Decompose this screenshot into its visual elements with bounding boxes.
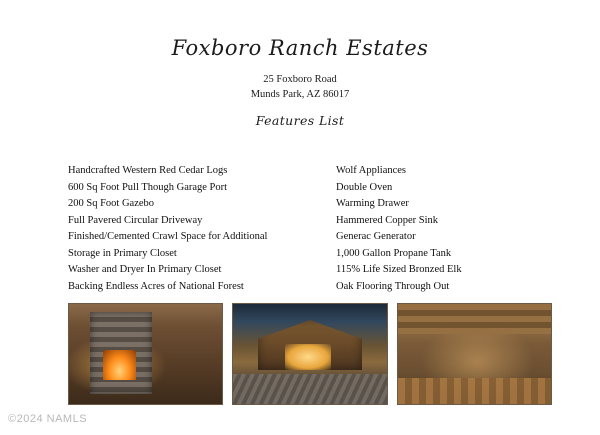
property-photo-exterior [232,303,387,405]
feature-item: Oak Flooring Through Out [336,281,450,293]
features-list-heading: Features List [255,113,345,129]
feature-item: 115% Life Sized Bronzed Elk [336,264,462,276]
feature-item: Storage in Primary Closet [68,247,177,259]
property-photo-fireplace [68,303,223,405]
feature-item: Full Pavered Circular Driveway [68,214,203,226]
feature-item: Wolf Appliances [336,165,407,176]
feature-item: Handcrafted Western Red Cedar Logs [68,165,228,176]
features-column-left [68,163,303,296]
address-line-1: 25 Foxboro Road [263,74,337,85]
photo-strip [68,303,552,405]
feature-item: 200 Sq Foot Gazebo [68,198,155,210]
feature-item: Washer and Dryer In Primary Closet [68,264,222,276]
watermark: ©2024 NAMLS [8,413,88,425]
feature-item: Hammered Copper Sink [336,214,439,226]
feature-item: 1,000 Gallon Propane Tank [336,247,452,259]
features-column-right [303,163,571,296]
feature-item: 600 Sq Foot Pull Though Garage Port [68,181,228,193]
feature-item: Finished/Cemented Crawl Space for Additional [68,231,268,243]
document-header [0,0,600,128]
feature-item: Generac Generator [336,231,416,243]
features-lists [0,163,600,296]
property-photo-great-room [397,303,552,405]
paver-driveway [233,374,386,404]
page-title: Foxboro Ranch Estates [171,36,429,60]
feature-item: Backing Endless Acres of National Forest [68,281,244,293]
feature-item: Warming Drawer [336,198,409,210]
feature-item: Double Oven [336,181,393,193]
address-line-2: Munds Park, AZ 86017 [250,89,350,101]
